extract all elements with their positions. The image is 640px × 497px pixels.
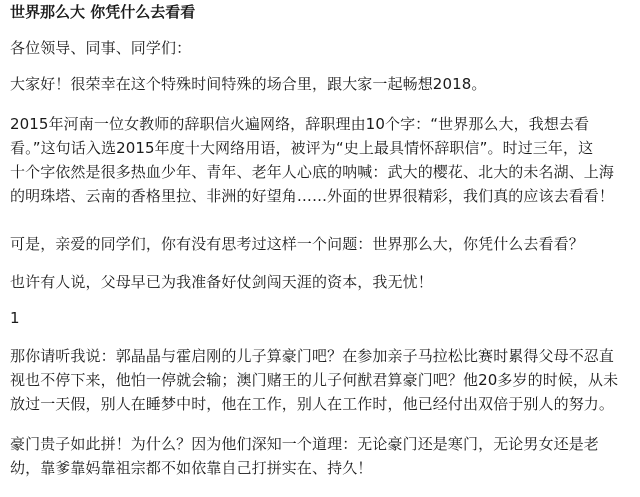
conclusion-paragraph: [10, 432, 630, 480]
section-number: 1: [10, 309, 20, 327]
paragraph-line: 看。”这句话入选2015年度十大网络用语，被评为“史上最具情怀辞职信”。时过三年，这: [10, 139, 594, 157]
paragraph-line: 放过一天假，别人在睡梦中时，他在工作，别人在工作时，他已经付出双倍于别人的努力。: [10, 395, 615, 413]
paragraph-line: 的明珠塔、云南的香格里拉、非洲的好望角……外面的世界很精彩，我们真的应该去看看！: [10, 187, 615, 205]
paragraph-line: 那你请听我说：郭晶晶与霍启刚的儿子算豪门吧？在参加亲子马拉松比赛时累得父母不忍直: [10, 347, 615, 365]
paragraph-line: 十个字依然是很多热血少年、青年、老年人心底的呐喊：武大的樱花、北大的未名湖、上海: [10, 163, 615, 181]
article-title: 世界那么大 你凭什么去看看: [10, 3, 196, 21]
parents-paragraph: 也许有人说，父母早已为我准备好仗剑闯天涯的资本，我无忧！: [10, 273, 433, 291]
paragraph-line: 2015年河南一位女教师的辞职信火遍网络，辞职理由10个字：“世界那么大，我想去看: [10, 115, 590, 133]
opening-paragraph: 大家好！很荣幸在这个特殊时间特殊的场合里，跟大家一起畅想2018。: [10, 75, 487, 93]
question-paragraph: 可是，亲爱的同学们，你有没有思考过这样一个问题：世界那么大，你凭什么去看看？: [10, 235, 584, 253]
greeting-paragraph: 各位领导、同事、同学们：: [10, 39, 192, 57]
paragraph-line: 豪门贵子如此拼！为什么？因为他们深知一个道理：无论豪门还是寒门，无论男女还是老: [10, 435, 599, 453]
paragraph-line: 幼，靠爹靠妈靠祖宗都不如依靠自己打拼实在、持久！: [10, 459, 373, 477]
hardwork-paragraph: [10, 344, 630, 416]
resignation-letter-paragraph: [10, 112, 630, 208]
paragraph-line: 视也不停下来，他怕一停就会输；澳门赌王的儿子何猷君算豪门吧？他20多岁的时候，从未: [10, 371, 619, 389]
